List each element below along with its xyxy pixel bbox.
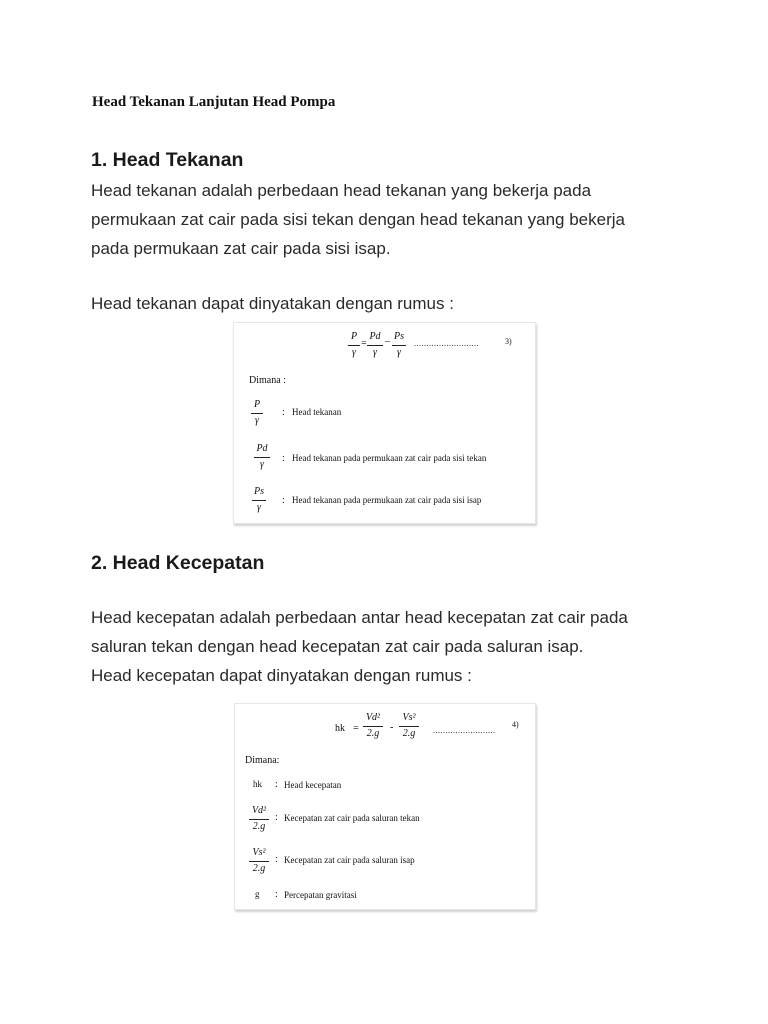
section2-line-3: Head kecepatan dapat dinyatakan dengan rumus : bbox=[91, 666, 472, 685]
formula2-lhs: hk bbox=[335, 723, 345, 734]
fraction-bar bbox=[249, 861, 269, 862]
fraction-bar bbox=[251, 413, 263, 414]
formula2-dots: ......................... bbox=[433, 726, 496, 735]
legend1-den: γ bbox=[255, 415, 259, 426]
legend2-4-symbol: g bbox=[255, 889, 260, 899]
legend2-2-num: Vd² bbox=[251, 805, 267, 816]
pressure-head-formula-image bbox=[233, 322, 536, 524]
formula-dots: .......................... bbox=[414, 339, 479, 348]
legend2-3-desc: Kecepatan zat cair pada saluran isap bbox=[284, 855, 415, 865]
legend2-den: γ bbox=[260, 459, 264, 470]
formula-ref: 3) bbox=[505, 337, 512, 346]
section1-line-3: pada permukaan zat cair pada sisi isap. bbox=[91, 239, 391, 258]
where2-label: Dimana: bbox=[245, 755, 280, 766]
legend2-3-fraction bbox=[249, 847, 269, 877]
legend2-3-den: 2.g bbox=[252, 863, 266, 874]
section1-line-1: Head tekanan adalah perbedaan head tekanan yang bekerja pada bbox=[91, 181, 592, 200]
fraction-bar bbox=[392, 345, 406, 346]
legend2-4-desc: Percepatan gravitasi bbox=[284, 890, 357, 900]
fraction-bar bbox=[254, 457, 270, 458]
velocity-head-formula-image bbox=[234, 703, 536, 910]
legend1-fraction bbox=[251, 399, 263, 429]
document-title: Head Tekanan Lanjutan Head Pompa bbox=[92, 94, 336, 110]
formula-term2-num: Ps bbox=[394, 331, 404, 342]
formula2-ref: 4) bbox=[512, 720, 519, 729]
section1-line-2: permukaan zat cair pada sisi tekan dengan head tekanan yang bekerja bbox=[91, 210, 625, 229]
section1-heading: 1. Head Tekanan bbox=[91, 149, 244, 171]
legend3-den: γ bbox=[257, 502, 261, 513]
legend2-4-colon: : bbox=[275, 889, 278, 900]
section2-heading: 2. Head Kecepatan bbox=[91, 552, 265, 574]
formula2-term2-num: Vs² bbox=[402, 712, 416, 723]
section2-line-1: Head kecepatan adalah perbedaan antar head kecepatan zat cair pada bbox=[91, 608, 628, 627]
fraction-bar bbox=[399, 726, 419, 727]
legend2-2-colon: : bbox=[275, 812, 278, 823]
legend2-colon: : bbox=[282, 453, 285, 464]
formula-equals: = bbox=[361, 338, 367, 349]
legend2-1-desc: Head kecepatan bbox=[284, 780, 342, 790]
section2-line-2: saluran tekan dengan head kecepatan zat cair pada saluran isap. bbox=[91, 637, 584, 656]
legend2-2-fraction bbox=[249, 805, 269, 835]
legend2-2-den: 2.g bbox=[252, 821, 266, 832]
formula2-minus: - bbox=[390, 722, 394, 733]
formula-lhs-den: γ bbox=[352, 347, 356, 358]
legend1-desc: Head tekanan bbox=[292, 407, 342, 417]
section1-formula-intro: Head tekanan dapat dinyatakan dengan rumus : bbox=[91, 294, 454, 313]
formula2-equals: = bbox=[353, 723, 359, 734]
legend2-num: Pd bbox=[256, 443, 268, 454]
legend2-desc: Head tekanan pada permukaan zat cair pada sisi tekan bbox=[292, 453, 487, 463]
legend3-colon: : bbox=[282, 495, 285, 506]
formula2-term1-fraction bbox=[363, 712, 383, 746]
fraction-bar bbox=[249, 819, 269, 820]
legend3-num: Ps bbox=[254, 486, 264, 497]
formula2-term1-den: 2.g bbox=[366, 728, 380, 739]
fraction-bar bbox=[363, 726, 383, 727]
legend1-colon: : bbox=[282, 407, 285, 418]
fraction-bar bbox=[367, 345, 383, 346]
legend3-fraction bbox=[252, 486, 266, 516]
formula2-term2-den: 2.g bbox=[402, 728, 416, 739]
legend3-desc: Head tekanan pada permukaan zat cair pada sisi isap bbox=[292, 495, 482, 505]
formula-term1-den: γ bbox=[373, 347, 377, 358]
formula2-term2-fraction bbox=[399, 712, 419, 746]
formula-minus: – bbox=[385, 336, 390, 347]
legend2-3-num: Vs² bbox=[252, 847, 266, 858]
fraction-bar bbox=[348, 345, 360, 346]
section1-paragraph bbox=[91, 176, 625, 263]
legend2-1-symbol: hk bbox=[253, 779, 262, 789]
where-label: Dimana : bbox=[249, 375, 286, 386]
legend2-1-colon: : bbox=[275, 779, 278, 790]
section2-paragraph bbox=[91, 603, 628, 690]
fraction-bar bbox=[252, 500, 266, 501]
legend2-fraction bbox=[254, 443, 270, 473]
legend2-2-desc: Kecepatan zat cair pada saluran tekan bbox=[284, 813, 420, 823]
formula-term1-fraction bbox=[367, 331, 383, 365]
legend2-3-colon: : bbox=[275, 854, 278, 865]
formula-lhs-num: P bbox=[350, 331, 358, 342]
formula2-term1-num: Vd² bbox=[365, 712, 381, 723]
formula-lhs-fraction bbox=[348, 331, 360, 365]
formula-term1-num: Pd bbox=[369, 331, 381, 342]
formula-term2-fraction bbox=[392, 331, 406, 365]
formula-term2-den: γ bbox=[397, 347, 401, 358]
legend1-num: P bbox=[253, 399, 261, 410]
